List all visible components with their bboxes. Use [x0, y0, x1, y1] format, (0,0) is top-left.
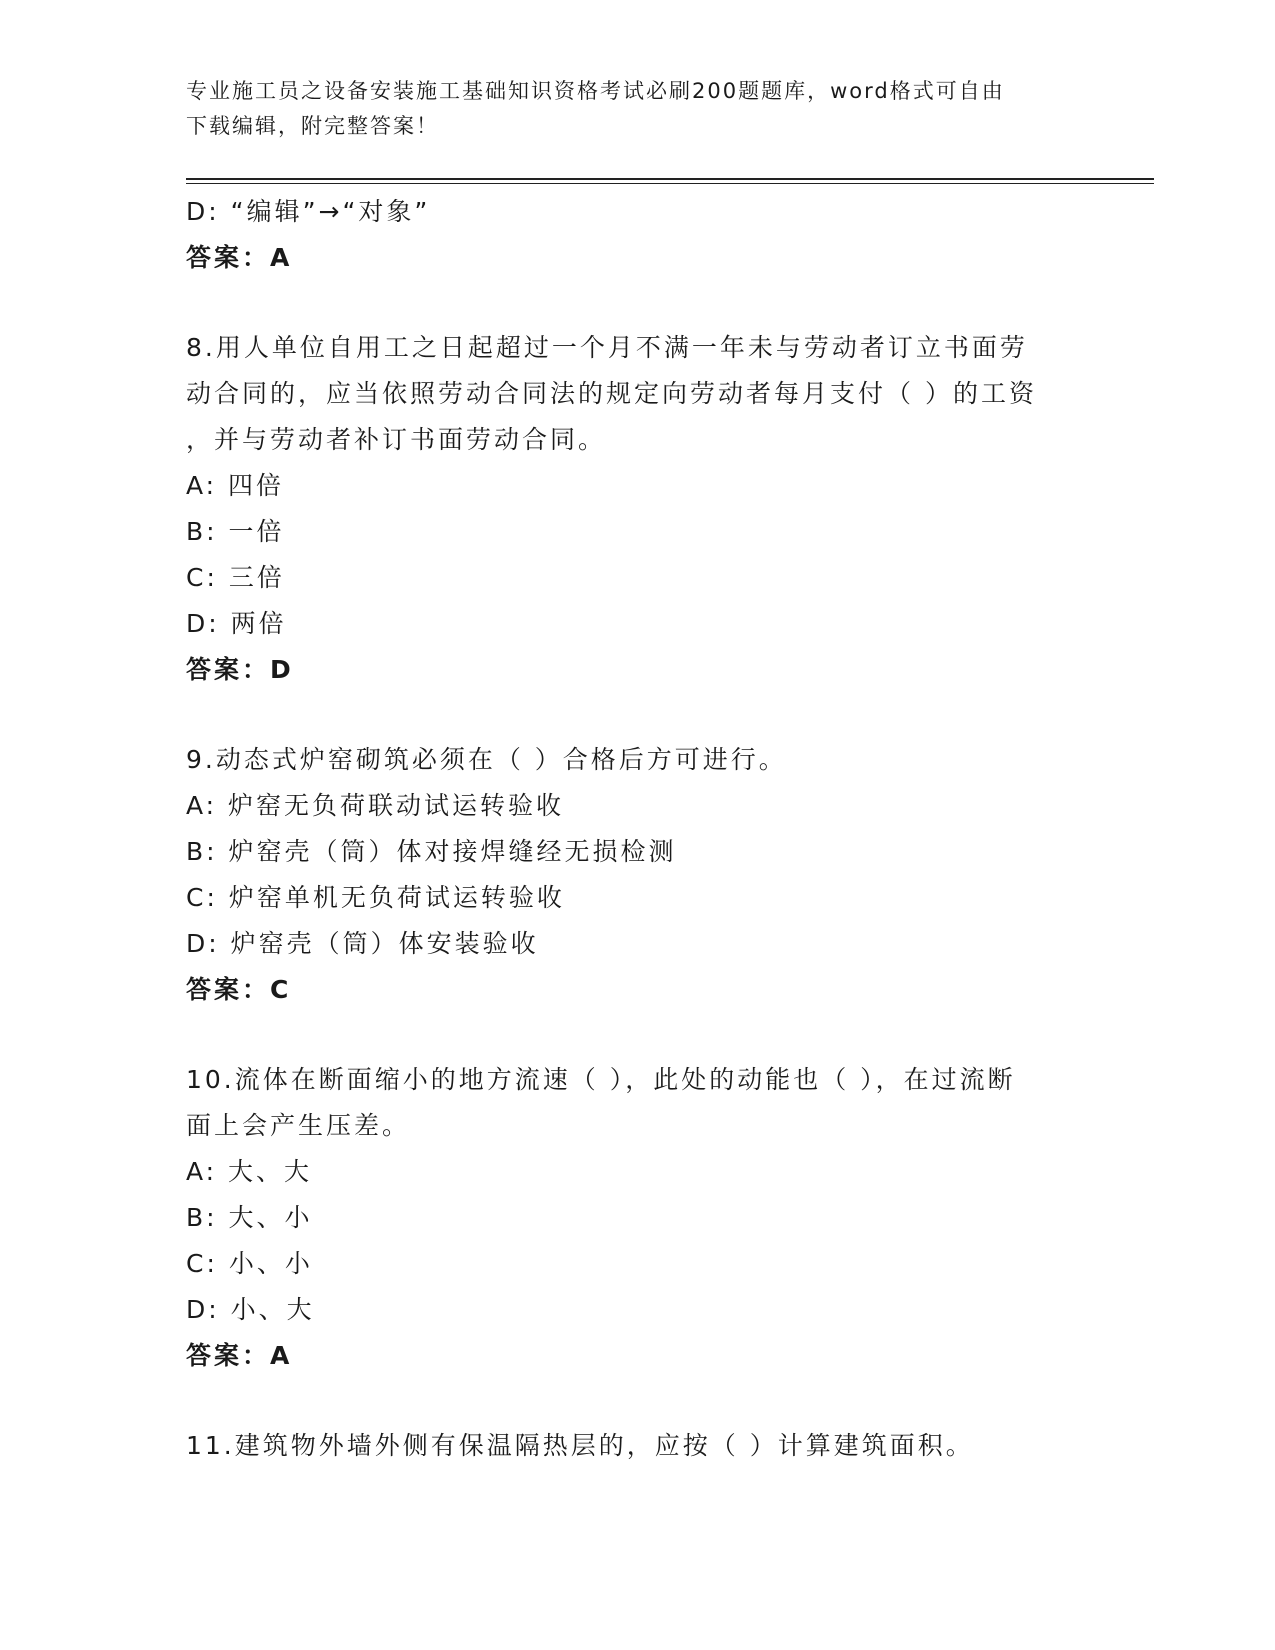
- option-d: D: 小、大: [186, 1295, 315, 1324]
- question-line: 11.建筑物外墙外侧有保温隔热层的，应按（ ）计算建筑面积。: [186, 1431, 974, 1460]
- option-b: B: 一倍: [186, 517, 285, 546]
- question-line: ，并与劳动者补订书面劳动合同。: [186, 425, 607, 454]
- question-line: 动合同的，应当依照劳动合同法的规定向劳动者每月支付（ ）的工资: [186, 379, 1037, 408]
- header-line-1: 专业施工员之设备安装施工基础知识资格考试必刷200题题库，word格式可自由: [186, 79, 1005, 103]
- option-d: D: 炉窑壳（筒）体安装验收: [186, 929, 539, 958]
- question-9: [186, 737, 1126, 1013]
- spacer: [186, 1379, 1126, 1423]
- option-c: C: 炉窑单机无负荷试运转验收: [186, 883, 565, 912]
- option-a: A: 四倍: [186, 471, 285, 500]
- question-text: [186, 1057, 1126, 1149]
- previous-question-tail: [186, 189, 1126, 281]
- spacer: [186, 1013, 1126, 1057]
- question-8: [186, 325, 1126, 693]
- answer-line: 答案：C: [186, 975, 292, 1004]
- document-body: [186, 189, 1126, 1469]
- answer-line: 答案：A: [186, 243, 293, 272]
- option-b: B: 大、小: [186, 1203, 313, 1232]
- option-d: D: 两倍: [186, 609, 287, 638]
- question-11: [186, 1423, 1126, 1469]
- option-a: A: 炉窑无负荷联动试运转验收: [186, 791, 565, 820]
- header-rule-thin: [186, 183, 1154, 184]
- option-a: A: 大、大: [186, 1157, 313, 1186]
- question-text: [186, 325, 1126, 463]
- spacer: [186, 281, 1126, 325]
- option-b: B: 炉窑壳（筒）体对接焊缝经无损检测: [186, 837, 677, 866]
- question-line: 8.用人单位自用工之日起超过一个月不满一年未与劳动者订立书面劳: [186, 333, 1028, 362]
- option-d: D: “编辑”→“对象”: [186, 197, 431, 226]
- question-line: 面上会产生压差。: [186, 1111, 411, 1140]
- question-text: [186, 1423, 1126, 1469]
- question-line: 10.流体在断面缩小的地方流速（ ），此处的动能也（ ），在过流断: [186, 1065, 1016, 1094]
- header-rule-thick: [186, 178, 1154, 180]
- spacer: [186, 693, 1126, 737]
- answer-line: 答案：D: [186, 655, 294, 684]
- option-c: C: 三倍: [186, 563, 285, 592]
- question-10: [186, 1057, 1126, 1379]
- question-text: [186, 737, 1126, 783]
- question-line: 9.动态式炉窑砌筑必须在（ ）合格后方可进行。: [186, 745, 787, 774]
- header-line-2: 下载编辑，附完整答案！: [186, 114, 439, 138]
- answer-line: 答案：A: [186, 1341, 293, 1370]
- option-c: C: 小、小: [186, 1249, 313, 1278]
- document-header: [186, 74, 1086, 144]
